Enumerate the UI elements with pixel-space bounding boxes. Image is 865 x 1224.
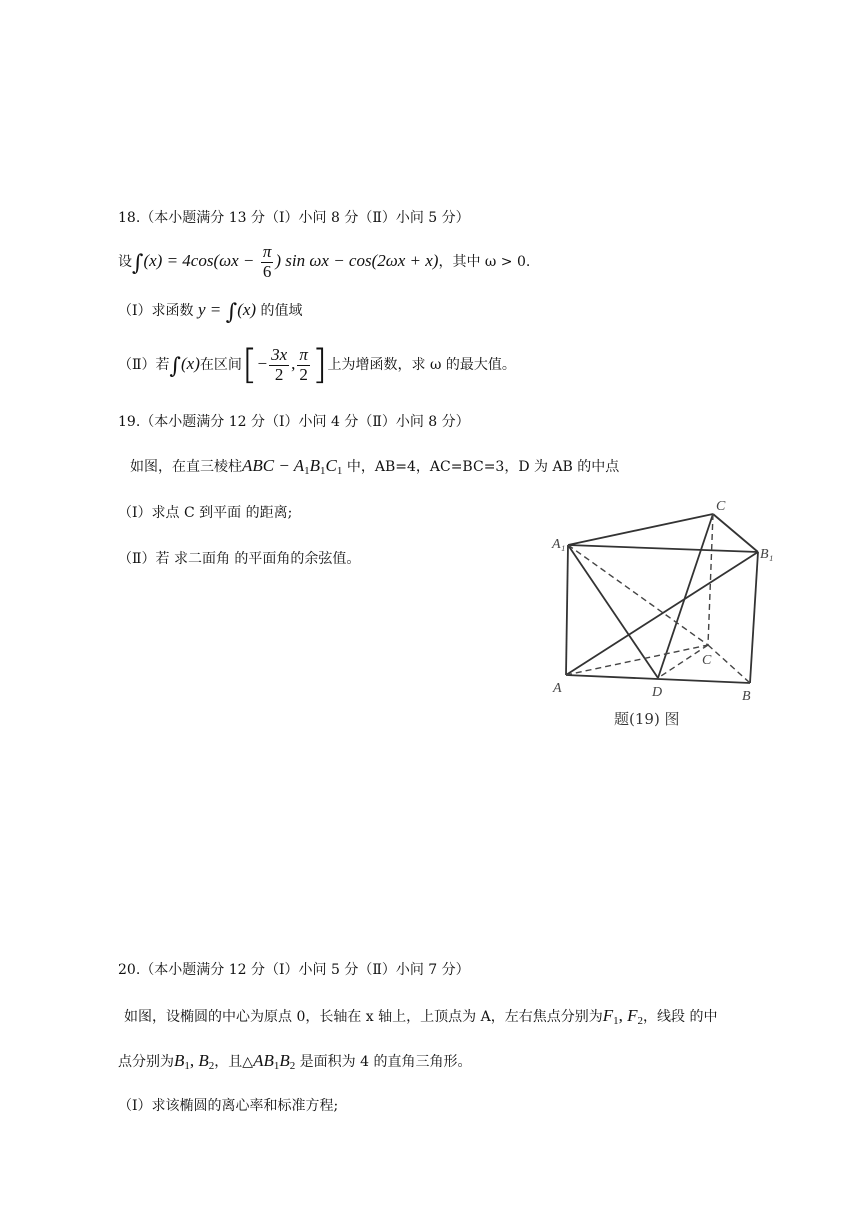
q19-intro-prefix: 如图，在直三棱柱: [130, 459, 242, 475]
q20-header: 20.（本小题满分 12 分（Ⅰ）小问 5 分（Ⅱ）小问 7 分）: [118, 962, 470, 978]
q19-part1: （Ⅰ）求点 C 到平面 的距离;: [118, 505, 293, 521]
hidden-edge-c-b: [708, 645, 750, 683]
six-denominator: 6: [262, 261, 272, 281]
edge-c1-b1: [713, 514, 758, 552]
focus-f: F: [602, 1006, 614, 1025]
label-d: D: [652, 685, 663, 700]
edge-b-b1: [750, 552, 758, 683]
prism-base: ABC − A: [242, 456, 305, 475]
q20-line2: [118, 1051, 472, 1073]
prism-sub: 1: [320, 465, 326, 477]
edge-a1-c1: [568, 514, 713, 545]
integral-symbol: ∫: [169, 354, 181, 379]
comma: ,: [291, 354, 296, 373]
label-b1: B₁: [760, 547, 774, 562]
minus-sign: −: [257, 354, 268, 373]
segment-a-b1: [566, 552, 758, 675]
q18-condition: ，其中 ω > 0.: [438, 254, 531, 271]
pi-numerator: π: [262, 242, 272, 261]
prism-figure: [548, 500, 778, 732]
q20-part1: （Ⅰ）求该椭圆的离心率和标准方程;: [118, 1098, 339, 1114]
label-a1: A₁: [552, 537, 566, 552]
integral-symbol: ∫: [225, 300, 238, 325]
q18-part2-mid: 在区间: [199, 357, 242, 373]
triangle-sub: 1: [273, 1060, 280, 1072]
hidden-edge-c-c1: [708, 514, 713, 645]
q19-intro: [130, 456, 619, 478]
edge-a1-b1: [568, 545, 758, 552]
q18-part1-suffix: 的值域: [256, 303, 303, 319]
label-b: B: [742, 689, 751, 704]
point-b: B: [174, 1051, 185, 1070]
prism-sub: 1: [304, 465, 310, 477]
interval-upper-numerator: π: [299, 344, 308, 364]
focus-sub: 1: [613, 1015, 619, 1027]
interval-upper-denominator: 2: [299, 364, 308, 384]
interval-lower-numerator: 3x: [271, 344, 288, 364]
midpoint-names: $B_1$, $B_2$: [174, 1051, 215, 1072]
label-a: A: [553, 681, 562, 696]
q19-part2: （Ⅱ）若 求二面角 的平面角的余弦值。: [118, 551, 361, 567]
integral-symbol: ∫: [132, 251, 144, 277]
q18-premise: [118, 243, 530, 281]
q20-line2-mid: ，且△: [214, 1054, 254, 1070]
figure-caption: 题(19) 图: [614, 710, 680, 728]
label-c: C: [702, 653, 712, 668]
q19-header: 19.（本小题满分 12 分（Ⅰ）小问 4 分（Ⅱ）小问 8 分）: [118, 414, 470, 430]
point-sub: 2: [208, 1060, 215, 1072]
left-bracket: [: [241, 342, 258, 388]
hidden-segment-c-d: [658, 645, 708, 678]
right-bracket: ]: [311, 342, 328, 388]
triangle-name: [253, 1051, 295, 1070]
q18-part1: [118, 300, 303, 326]
focus-f: F: [627, 1006, 638, 1025]
q18-part2: [118, 342, 516, 388]
hidden-segment-a1-c: [568, 545, 708, 645]
interval-lower-fraction: [269, 346, 289, 384]
q18-part1-y: y =: [197, 300, 222, 319]
prism-b: B: [309, 456, 321, 475]
q20-line1: [124, 1006, 717, 1028]
point-b: B: [198, 1051, 209, 1070]
q20-line1-prefix: 如图，设椭圆的中心为原点 0，长轴在 x 轴上，上顶点为 A，左右焦点分别为: [124, 1009, 603, 1025]
q19-intro-suffix: 中，AB=4，AC=BC=3，D 为 AB 的中点: [342, 459, 620, 475]
q20-line2-suffix: 是面积为 4 的直角三角形。: [295, 1054, 472, 1070]
q18-function-expression: (x) = 4cos(ωx −: [143, 251, 255, 271]
triangle-b: B: [279, 1051, 290, 1070]
q18-part1-fx: (x): [237, 300, 257, 319]
interval-upper-fraction: [297, 346, 310, 384]
prism-name: [242, 456, 342, 475]
interval-lower-denominator: 2: [274, 364, 284, 384]
pi-over-six-fraction: [261, 243, 274, 281]
focus-sub: 2: [637, 1015, 643, 1027]
point-sub: 1: [184, 1060, 190, 1072]
edge-a-a1: [566, 545, 568, 675]
q18-header: 18.（本小题满分 13 分（Ⅰ）小问 8 分（Ⅱ）小问 5 分）: [118, 210, 470, 226]
hidden-edge-a-c: [566, 645, 708, 675]
q18-premise-prefix: 设: [118, 254, 132, 271]
q18-part2-suffix: 上为增函数，求 ω 的最大值。: [327, 357, 516, 373]
prism-c: C: [325, 456, 337, 475]
q18-function-rest: ) sin ωx − cos(2ωx + x): [275, 251, 439, 271]
q18-part2-prefix: （Ⅱ）若: [118, 357, 170, 373]
q18-part1-prefix: （Ⅰ）求函数: [118, 303, 198, 319]
q20-line2-prefix: 点分别为: [118, 1054, 174, 1070]
label-c1: C: [716, 500, 726, 514]
foci-names: $F_1$, $F_2$: [602, 1006, 643, 1027]
triangle-sub: 2: [289, 1060, 296, 1072]
q18-part2-fx: (x): [180, 354, 200, 373]
q20-line1-suffix: ，线段 的中: [643, 1009, 718, 1025]
triangle-ab: AB: [253, 1051, 274, 1070]
prism-sub: 1: [336, 465, 343, 477]
